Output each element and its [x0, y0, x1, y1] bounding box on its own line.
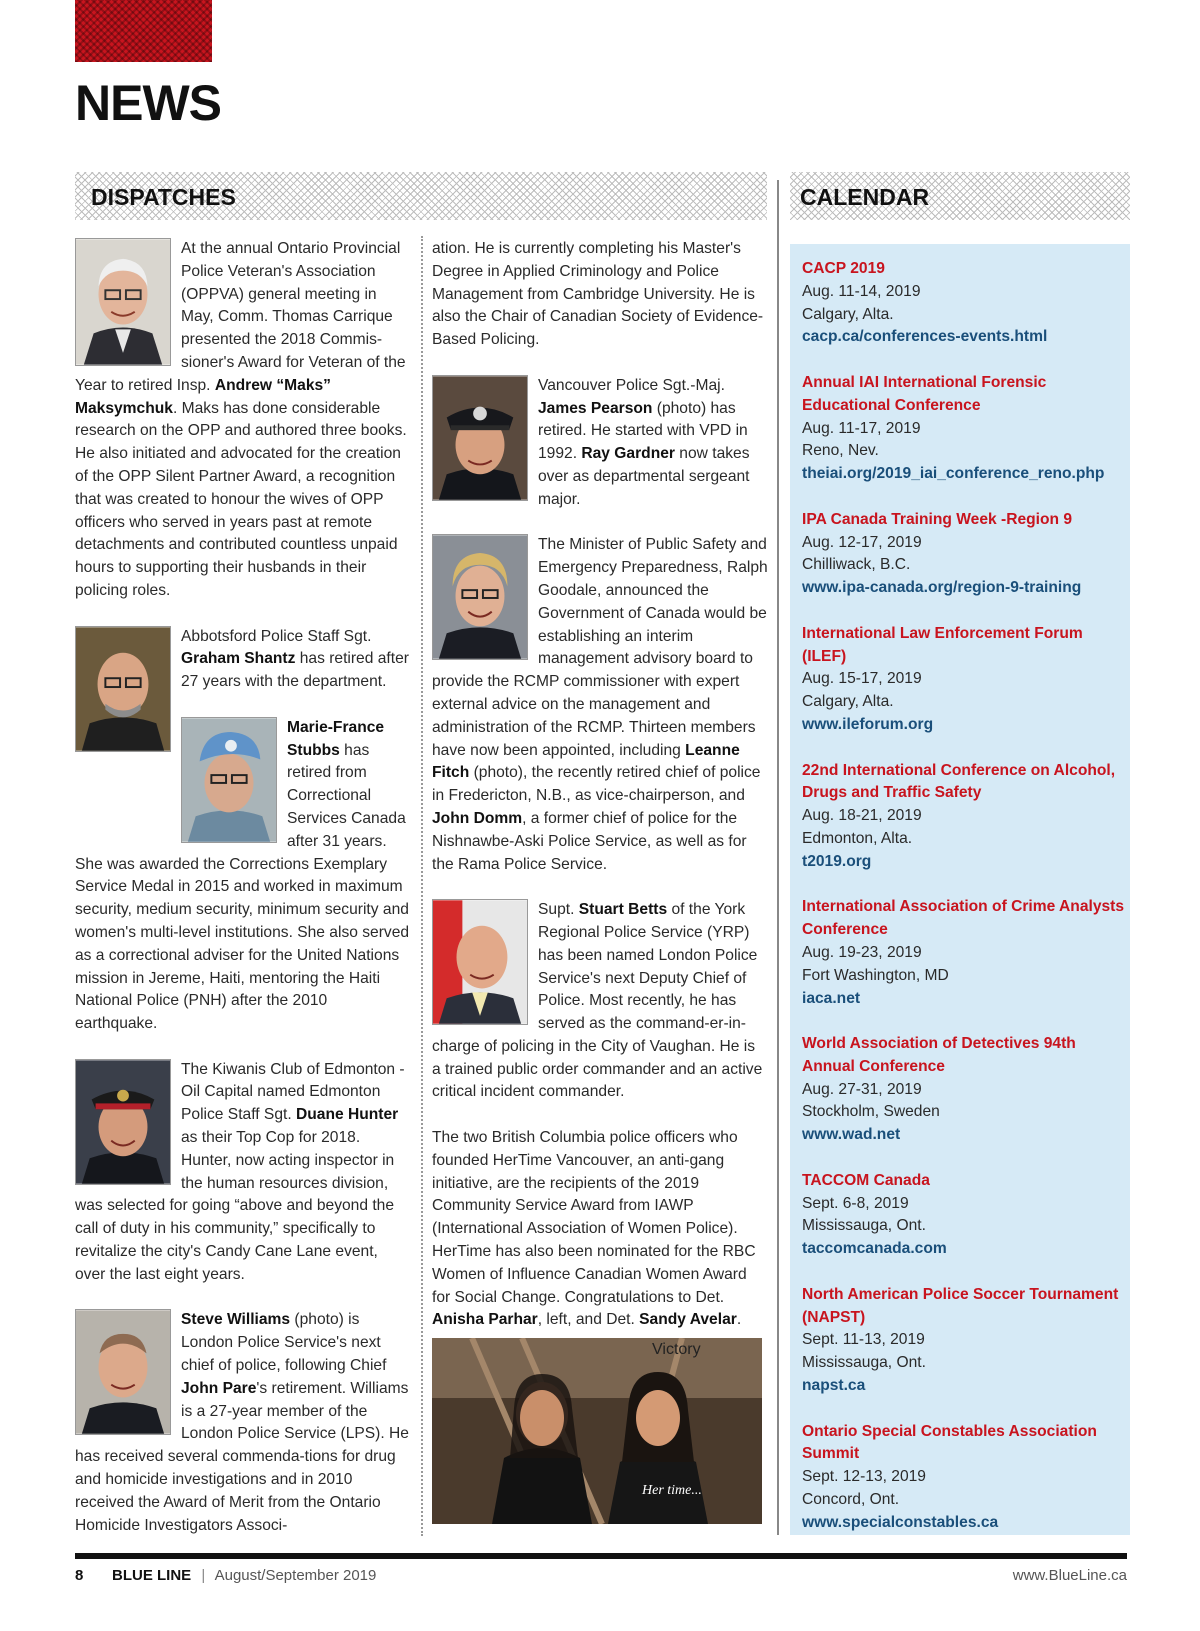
calendar-event-location: Chilliwack, B.C. — [802, 556, 911, 574]
item-williams-name: Steve Williams — [181, 1311, 291, 1329]
item-hertime-end: . — [736, 1311, 742, 1329]
item-pearson-mid: (photo) has retired. He started with VPD in 1992. — [538, 399, 748, 463]
calendar-event-date: Aug. 15-17, 2019 — [802, 670, 922, 688]
calendar-event-link[interactable]: cacp.ca/conferences-events.html — [802, 328, 1048, 346]
calendar-event-location: Reno, Nev. — [802, 442, 879, 460]
calendar-event-title: IPA Canada Training Week -Region 9 — [802, 510, 1073, 528]
calendar-event-title: North American Police Soccer Tournament (NAPST) — [802, 1285, 1119, 1326]
calendar-event-title: World Association of Detectives 94th Annual Conference — [802, 1035, 1076, 1075]
page-number: 8 — [75, 1567, 84, 1584]
portrait-pearson — [432, 375, 528, 501]
item-betts-name: Stuart Betts — [578, 901, 668, 919]
item-minister-lead: The Minister of Public Safety and Emergency Preparedness, Ralph Goodale, announced the Government of Canada would be establishing an interim management advisory board to provide the RCMP commissioner with expert external advice on the management and administration of the RCMP. Thirteen members have now been appointed, including — [432, 536, 768, 759]
item-hertime-parhar: Anisha Parhar — [432, 1311, 538, 1329]
calendar-event — [802, 509, 1127, 600]
footer-magazine: BLUE LINE — [112, 1567, 192, 1584]
calendar-event-link[interactable]: taccomcanada.com — [802, 1240, 947, 1258]
item-betts-body: of the York Regional Police Service (YRP) has been named London Police Service's next Deputy Chief of Police. Most recently, he has served as the command-er-in-charge of policing in the City of Vaughan. He is a trained public order commander and an active critical incident commander. — [432, 901, 763, 1101]
calendar-event-title: CACP 2019 — [802, 260, 885, 277]
item-minister — [432, 534, 768, 876]
item-shantz — [75, 626, 410, 694]
item-pearson — [432, 375, 768, 512]
footer-rule — [75, 1553, 1127, 1559]
calendar-event — [802, 1421, 1127, 1535]
hertime-officers-photo — [432, 1338, 762, 1524]
item-minister-body: , a former chief of police for the Nishnawbe-Aski Police Service, as well as for the Rama Police Service. — [432, 809, 747, 873]
calendar-event — [802, 760, 1127, 874]
dispatches-heading: DISPATCHES — [91, 184, 236, 210]
footer-publication — [112, 1567, 376, 1584]
calendar-event-link[interactable]: www.ileforum.org — [802, 715, 934, 733]
calendar-event-location: Edmonton, Alta. — [802, 829, 913, 847]
item-shantz-body: has retired after 27 years with the department. — [181, 650, 409, 691]
item-hunter-lead: The Kiwanis Club of Edmonton - Oil Capital named Edmonton Police Staff Sgt. — [181, 1060, 405, 1124]
portrait-fitch — [432, 534, 528, 660]
calendar-event-link[interactable]: www.ipa-canada.org/region-9-training — [802, 579, 1082, 597]
item-shantz-lead: Abbotsford Police Staff Sgt. — [181, 627, 372, 645]
calendar-event — [802, 258, 1127, 349]
photo-sign-text: Victory — [652, 1341, 701, 1359]
calendar-event-title: 22nd International Conference on Alcohol, Drugs and Traffic Safety — [802, 761, 1116, 802]
item-stubbs — [75, 717, 410, 1036]
calendar-heading: CALENDAR — [800, 184, 930, 210]
item-maksymchuk-body: . Maks has done considerable research on the OPP and authored three books. He also initiated and advocated for the creation of the OPP Silent Partner Award, a recognition that was created to honour the wives of OPP officers who served in years past at remote detachments and contributed countless unpaid hours to supporting their husbands in their policing roles. — [75, 399, 407, 599]
calendar-event-title: Ontario Special Constables Association Summit — [802, 1422, 1097, 1463]
calendar-event-link[interactable]: www.specialconstables.ca — [802, 1513, 999, 1531]
calendar-event-date: Aug. 19-23, 2019 — [802, 943, 922, 961]
item-hertime — [432, 1127, 768, 1332]
portrait-williams — [75, 1309, 171, 1435]
calendar-event-title: International Law Enforcement Forum (ILEF) — [802, 624, 1083, 665]
calendar-event-date: Aug. 27-31, 2019 — [802, 1080, 922, 1098]
item-williams-pare: John Pare — [181, 1379, 257, 1397]
item-maksymchuk-name: Andrew “Maks” Maksymchuk — [75, 376, 331, 417]
item-stubbs-body: has retired from Correctional Services Canada after 31 years. She was awarded the Corrections Exemplary Service Medal in 2015 and worked in maximum security, medium security, minimum security and women's multi-level institutions. She also served as a correctional adviser for the United Nations mission in Jereme, Haiti, mentoring the Haiti National Police (PNH) after the 2010 earthquake. — [75, 741, 410, 1033]
item-hertime-body: The two British Columbia police officers who founded HerTime Vancouver, an anti-gang initiative, are the recipients of the 2019 Community Service Award from IAWP (International Association of Women Police). HerTime has also been nominated for the RBC Women of Influence Canadian Women Award for Social Change. Congratulations to Det. — [432, 1129, 756, 1306]
portrait-shantz — [75, 626, 171, 752]
item-maksymchuk-lead: At the annual Ontario Provincial Police Veteran's Association (OPPVA) general meeting in May, Comm. Thomas Carrique presented the 2018 Commis-sioner's Award for Veteran of the Year to retired Insp. — [75, 240, 406, 394]
photo-hoodie-text: Her time... — [642, 1483, 702, 1499]
footer-website[interactable]: www.BlueLine.ca — [1012, 1567, 1127, 1584]
item-hunter — [75, 1059, 410, 1287]
item-hertime-mid: , left, and Det. — [537, 1311, 640, 1329]
calendar-divider — [777, 180, 779, 1535]
item-maksymchuk — [75, 238, 410, 603]
item-pearson-lead: Vancouver Police Sgt.-Maj. — [538, 376, 725, 394]
portrait-betts — [432, 899, 528, 1025]
calendar-event-title: TACCOM Canada — [802, 1171, 930, 1189]
portrait-maksymchuk — [75, 238, 171, 366]
item-williams-body: 's retirement. Williams is a 27-year member of the London Police Service (LPS). He has received several commenda-tions for drug and homicide investigations and in 2010 received the Award of Merit from the Ontario Homicide Investigators Associ- — [75, 1379, 409, 1534]
calendar-event-date: Sept. 11-13, 2019 — [802, 1331, 925, 1349]
calendar-event-link[interactable]: theiai.org/2019_iai_conference_reno.php — [802, 465, 1105, 483]
calendar-event-link[interactable]: www.wad.net — [802, 1126, 901, 1144]
calendar-event-location: Mississauga, Ont. — [802, 1217, 926, 1235]
item-pearson-gardner: Ray Gardner — [581, 445, 675, 463]
calendar-event — [802, 1033, 1127, 1147]
column-divider — [421, 236, 423, 1536]
calendar-event-date: Aug. 12-17, 2019 — [802, 533, 922, 551]
calendar-event-link[interactable]: napst.ca — [802, 1377, 866, 1395]
calendar-event-date: Aug. 11-14, 2019 — [802, 282, 921, 300]
header-accent-block — [75, 0, 212, 62]
calendar-event-link[interactable]: t2019.org — [802, 852, 872, 870]
calendar-list — [802, 258, 1127, 1557]
calendar-event-location: Stockholm, Sweden — [802, 1103, 940, 1121]
calendar-event-date: Sept. 12-13, 2019 — [802, 1468, 926, 1486]
calendar-event — [802, 372, 1127, 486]
dispatches-column-2 — [432, 238, 768, 1524]
item-williams-mid: (photo) is London Police Service's next chief of police, following Chief — [181, 1311, 387, 1375]
calendar-event-title: International Association of Crime Analysts Conference — [802, 898, 1125, 939]
item-hertime-avelar: Sandy Avelar — [639, 1311, 737, 1329]
calendar-event-location: Calgary, Alta. — [802, 693, 894, 711]
portrait-stubbs — [181, 717, 277, 843]
calendar-event — [802, 896, 1127, 1010]
footer-separator: | — [201, 1567, 206, 1584]
item-minister-mid: (photo), the recently retired chief of police in Fredericton, N.B., as vice-chairperson, and — [432, 764, 761, 805]
item-betts-lead: Supt. — [538, 901, 579, 919]
item-stubbs-name: Marie-France Stubbs — [287, 718, 385, 759]
calendar-event-date: Aug. 11-17, 2019 — [802, 419, 921, 437]
footer-issue: August/September 2019 — [214, 1567, 377, 1584]
calendar-event — [802, 623, 1127, 737]
page-title: NEWS — [75, 75, 221, 131]
calendar-event-title: Annual IAI International Forensic Educational Conference — [802, 373, 1047, 414]
dispatches-column-1 — [75, 238, 410, 1537]
calendar-event-date: Sept. 6-8, 2019 — [802, 1194, 909, 1212]
item-williams — [75, 1309, 410, 1537]
calendar-event — [802, 1170, 1127, 1261]
calendar-event-location: Fort Washington, MD — [802, 966, 949, 984]
calendar-event — [802, 1284, 1127, 1398]
calendar-event-location: Mississauga, Ont. — [802, 1354, 926, 1372]
item-shantz-name: Graham Shantz — [181, 650, 296, 668]
portrait-hunter — [75, 1059, 171, 1185]
calendar-event-link[interactable]: iaca.net — [802, 989, 861, 1007]
calendar-event-location: Concord, Ont. — [802, 1491, 900, 1509]
item-pearson-body: now takes over as departmental sergeant major. — [538, 445, 750, 508]
item-hunter-name: Duane Hunter — [296, 1106, 399, 1124]
item-continued: ation. He is currently completing his Master's Degree in Applied Criminology and Police Management from Cambridge University. He is also the Chair of Canadian Society of Evidence-Based Policing. — [432, 240, 764, 349]
item-pearson-name: James Pearson — [538, 399, 653, 417]
item-minister-fitch: Leanne Fitch — [432, 741, 740, 782]
item-hunter-body: as their Top Cop for 2018. Hunter, now acting inspector in the human resources division, was selected for going “above and beyond the call of duty in his community,” specifically to revitalize the city's Candy Cane Lane event, over the last eight years. — [75, 1129, 395, 1283]
calendar-event-location: Calgary, Alta. — [802, 305, 894, 323]
calendar-event-date: Aug. 18-21, 2019 — [802, 807, 922, 825]
item-betts — [432, 899, 768, 1104]
item-minister-domm: John Domm — [432, 809, 523, 827]
